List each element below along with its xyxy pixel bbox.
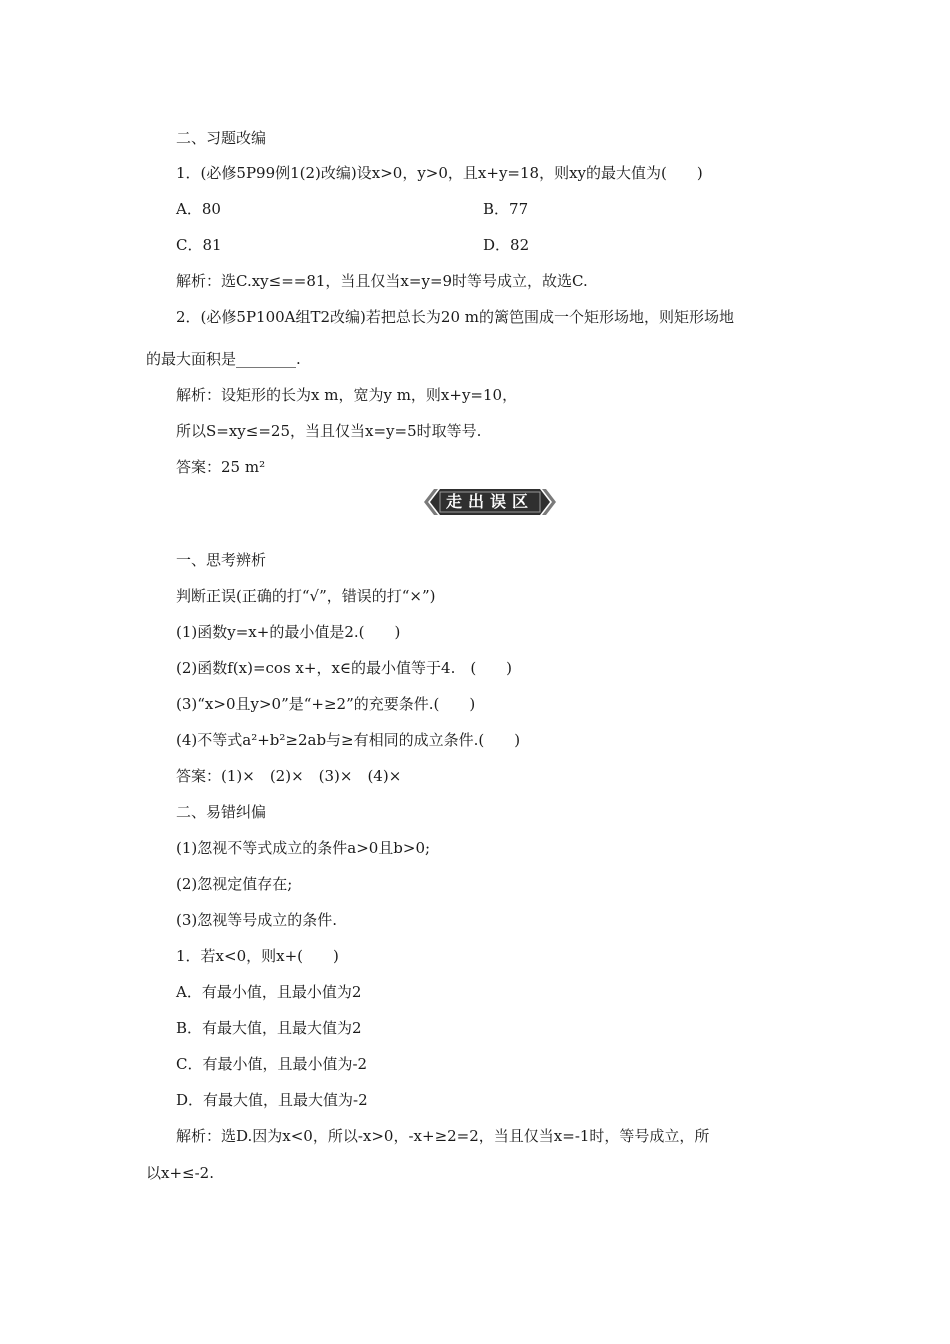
answer-text: 答案：25 m² — [176, 458, 266, 476]
solution-text: 所以S=xy≤=25，当且仅当x=y=5时取等号. — [176, 422, 482, 440]
option-a: A．80 — [176, 200, 221, 218]
question-stem: 1．若x<0，则x+( ) — [176, 947, 339, 965]
solution-text-continued: 以x+≤-2. — [146, 1164, 214, 1182]
option-b: B．77 — [483, 200, 529, 218]
pitfall-item: (3)忽视等号成立的条件. — [176, 911, 338, 929]
judgment-item: (1)函数y=x+的最小值是2.( ) — [176, 623, 401, 641]
judgment-item: (4)不等式a²+b²≥2ab与≥有相同的成立条件.( ) — [176, 731, 521, 749]
answer-text: 答案：(1)× (2)× (3)× (4)× — [176, 767, 402, 785]
section-heading: 二、易错纠偏 — [176, 803, 267, 821]
option-b: B．有最大值，且最大值为2 — [176, 1019, 362, 1037]
banner-label: 走出误区 — [445, 492, 534, 511]
section-banner — [420, 486, 560, 518]
question-stem-continued: 的最大面积是________. — [146, 350, 301, 368]
option-a: A．有最小值，且最小值为2 — [176, 983, 362, 1001]
section-heading: 一、思考辨析 — [176, 551, 267, 569]
instruction-text: 判断正误(正确的打“√”，错误的打“×”) — [176, 587, 436, 605]
option-c: C．有最小值，且最小值为-2 — [176, 1055, 368, 1073]
solution-text: 解析：选D.因为x<0，所以-x>0，-x+≥2=2，当且仅当x=-1时，等号成立，所 — [176, 1127, 710, 1145]
pitfall-item: (1)忽视不等式成立的条件a>0且b>0; — [176, 839, 431, 857]
pitfall-item: (2)忽视定值存在; — [176, 875, 293, 893]
option-d: D．82 — [483, 236, 530, 254]
question-stem: 1．(必修5P99例1(2)改编)设x>0，y>0，且x+y=18，则xy的最大值为( ) — [176, 164, 703, 182]
judgment-item: (3)“x>0且y>0”是“+≥2”的充要条件.( ) — [176, 695, 476, 713]
option-row — [176, 199, 221, 219]
option-d: D．有最大值，且最大值为-2 — [176, 1091, 368, 1109]
question-stem: 2．(必修5P100A组T2改编)若把总长为20 m的篱笆围成一个矩形场地，则矩形场地 — [176, 308, 734, 326]
judgment-item: (2)函数f(x)=cos x+，x∈的最小值等于4. ( ) — [176, 659, 513, 677]
solution-text: 解析：设矩形的长为x m，宽为y m，则x+y=10， — [176, 386, 518, 404]
section-heading: 二、习题改编 — [176, 129, 267, 147]
option-c: C．81 — [176, 236, 222, 254]
solution-text: 解析：选C.xy≤==81，当且仅当x=y=9时等号成立，故选C. — [176, 272, 588, 290]
